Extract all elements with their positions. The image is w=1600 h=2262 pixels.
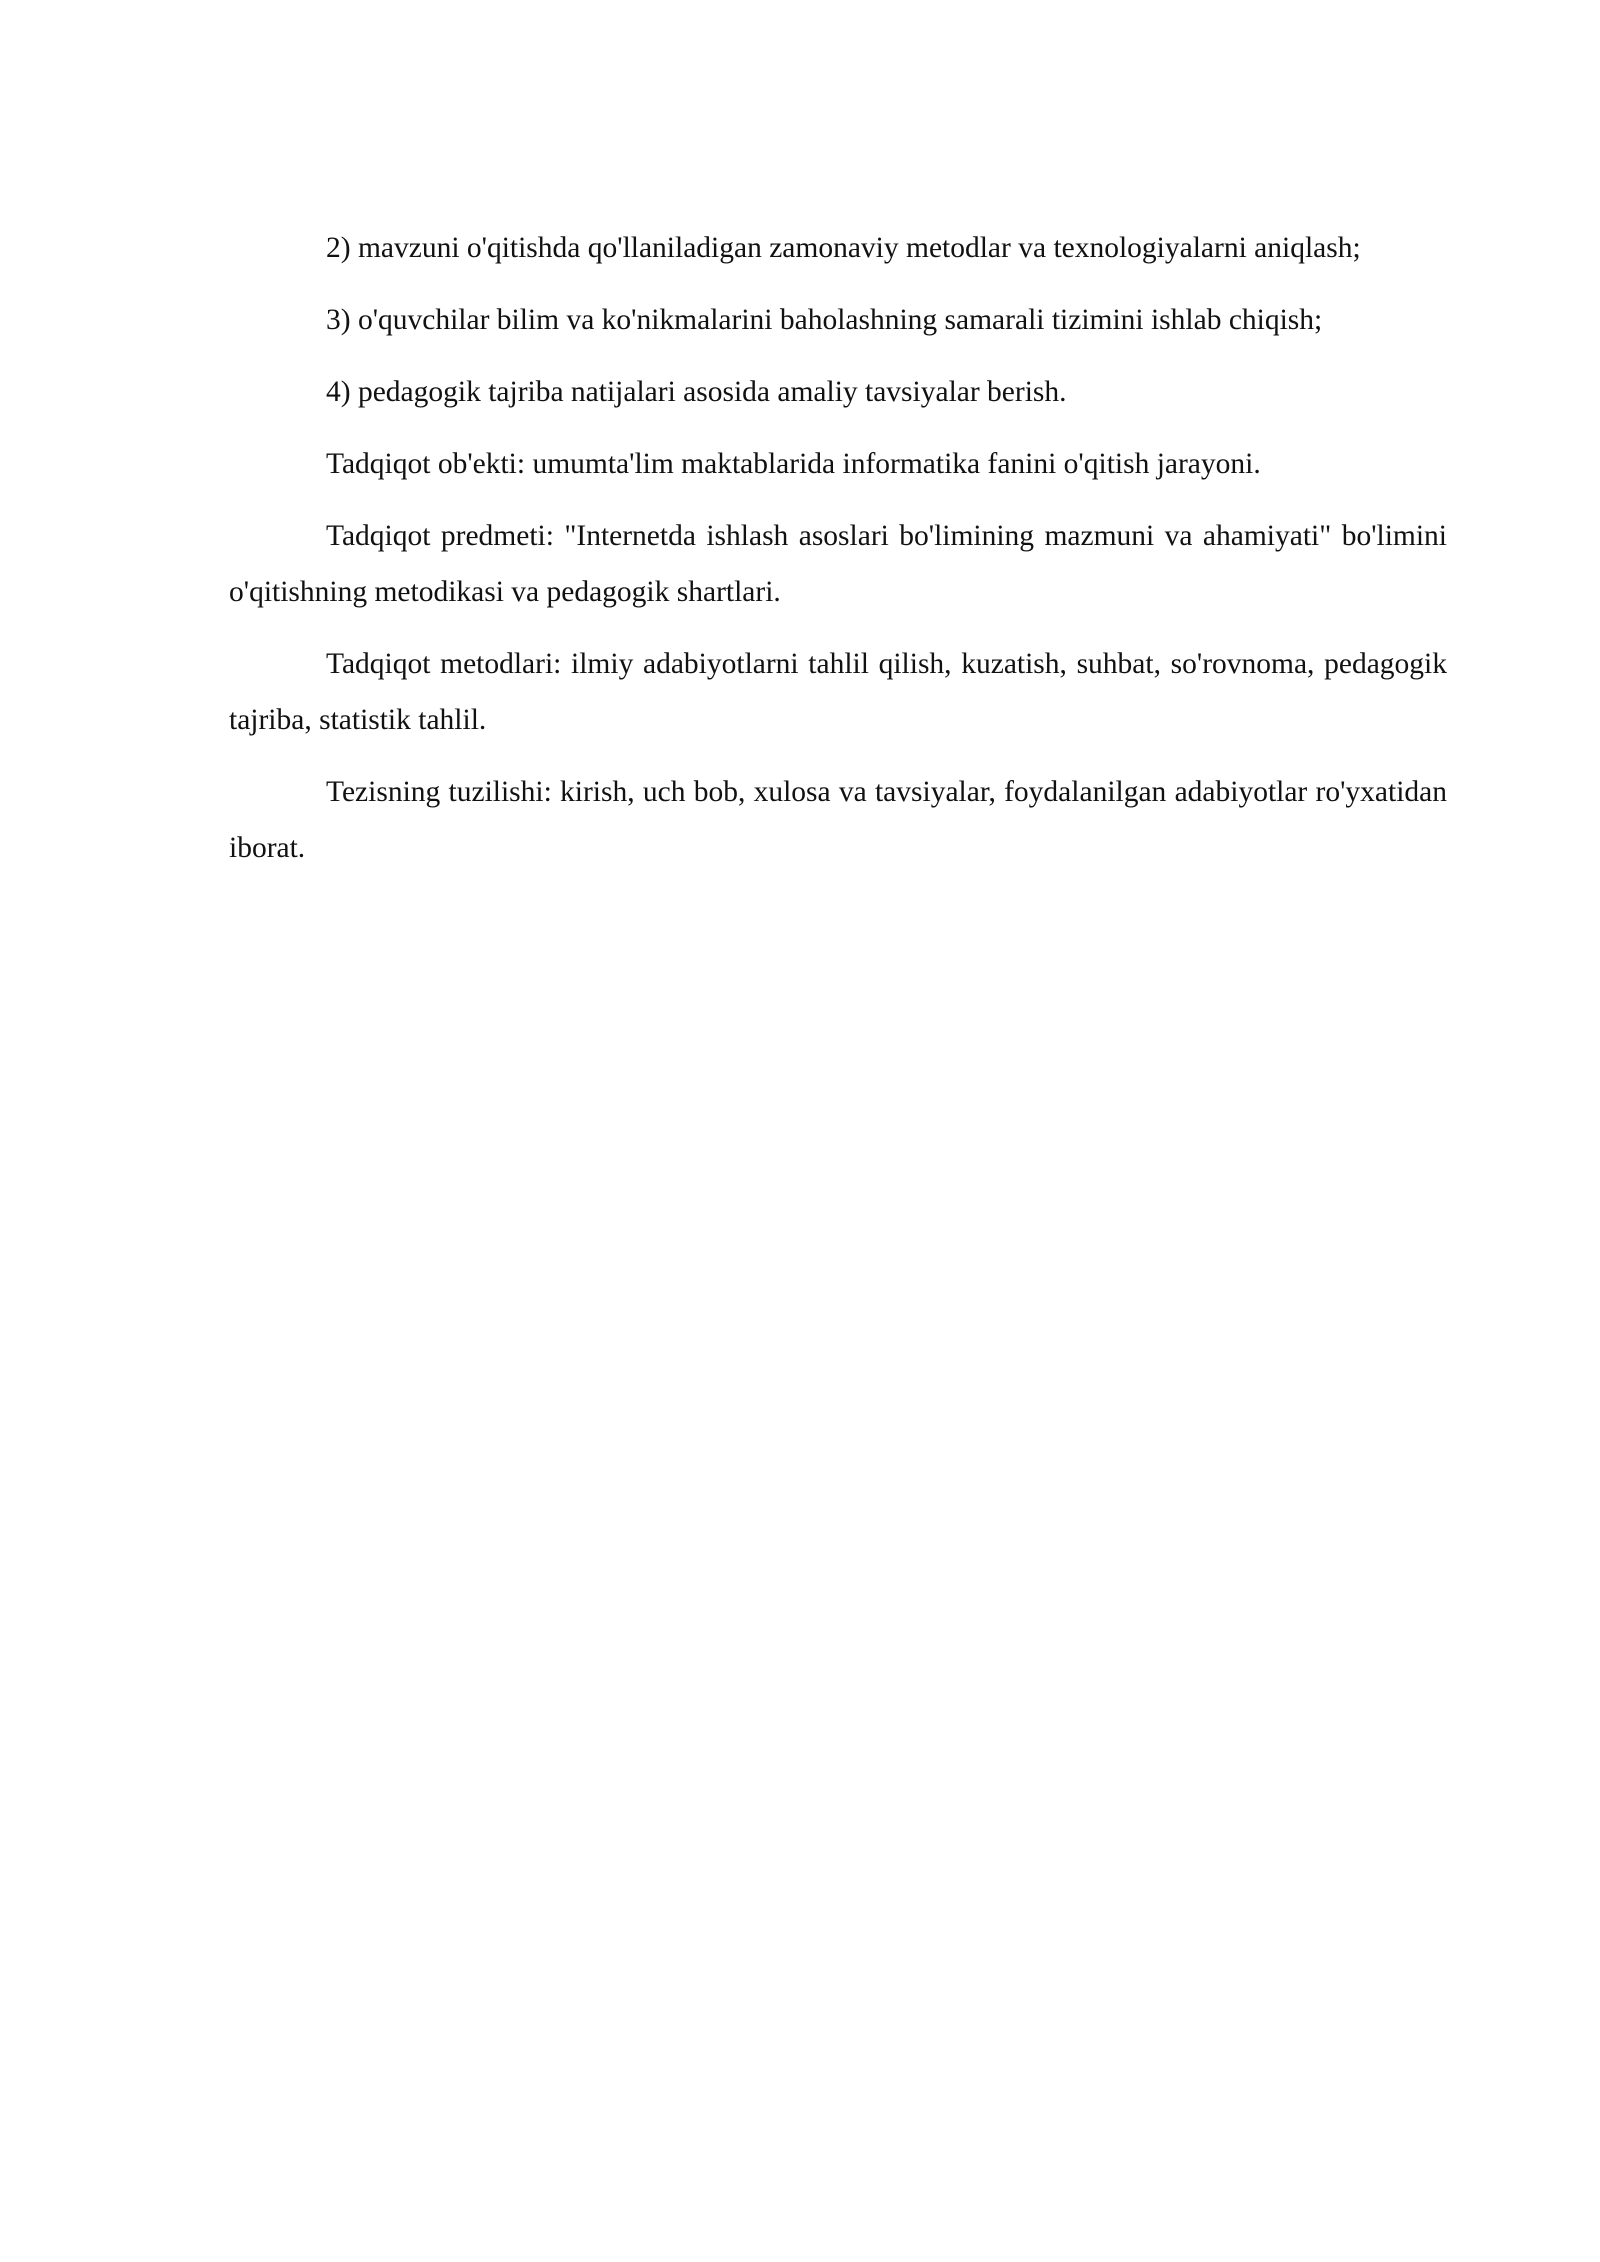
document-body	[229, 220, 1447, 892]
paragraph-objective-3: 3) o'quvchilar bilim va ko'nikmalarini baholashning samarali tizimini ishlab chiqish;	[326, 304, 1323, 336]
paragraph-research-subject: Tadqiqot predmeti: "Internetda ishlash asoslari bo'limining mazmuni va ahamiyati" bo'limini o'qitishning metodikasi va pedagogik shartlari.	[229, 520, 1447, 608]
paragraph-objective-2: 2) mavzuni o'qitishda qo'llaniladigan zamonaviy metodlar va texnologiyalarni aniqlash;	[326, 232, 1361, 264]
paragraph-research-object: Tadqiqot ob'ekti: umumta'lim maktablarida informatika fanini o'qitish jarayoni.	[326, 448, 1261, 480]
paragraph-research-methods: Tadqiqot metodlari: ilmiy adabiyotlarni tahlil qilish, kuzatish, suhbat, so'rovnoma, pedagogik tajriba, statistik tahlil.	[229, 648, 1447, 736]
paragraph-objective-4: 4) pedagogik tajriba natijalari asosida amaliy tavsiyalar berish.	[326, 376, 1067, 408]
paragraph-thesis-structure: Tezisning tuzilishi: kirish, uch bob, xulosa va tavsiyalar, foydalanilgan adabiyotlar ro'yxatidan iborat.	[229, 776, 1447, 864]
